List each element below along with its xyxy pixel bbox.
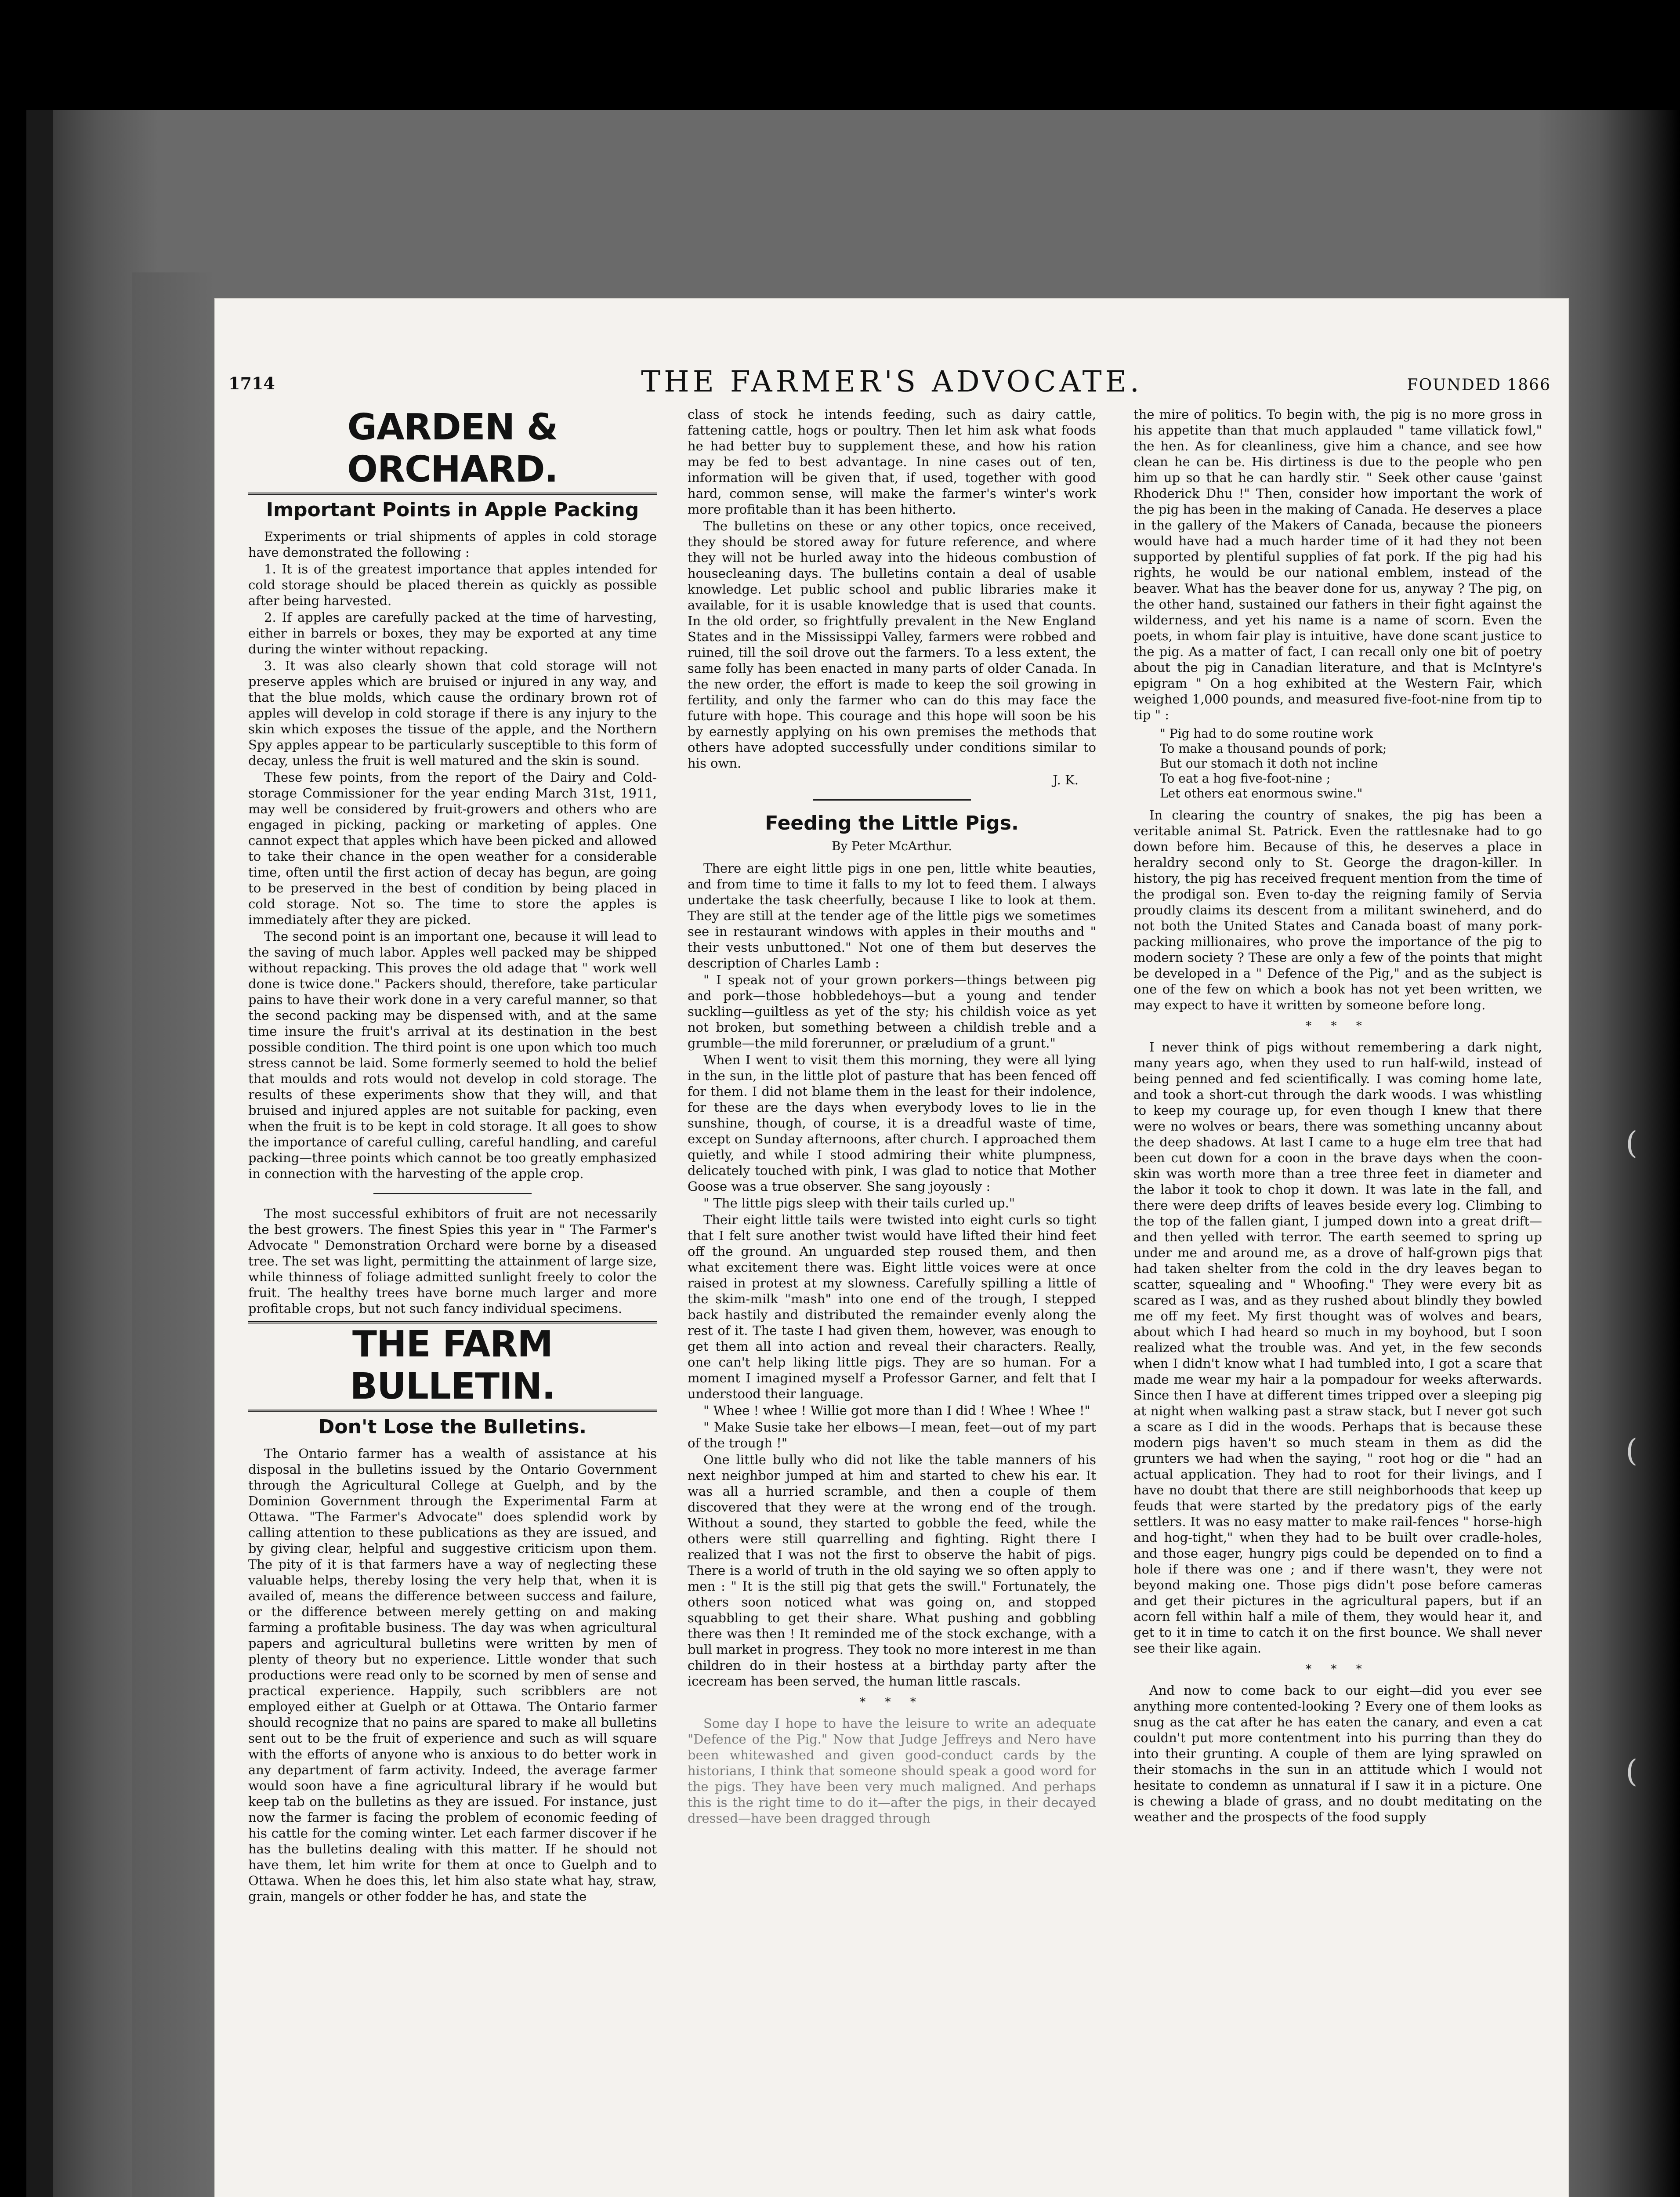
column-3 bbox=[1133, 406, 1542, 2197]
verse-line: To make a thousand pounds of pork; bbox=[1160, 741, 1387, 756]
paragraph: I never think of pigs without remembering a dark night, many years ago, when they used to run half-wild, instead of being penned and fed scientifically. I was coming home late, and took a short-cut through the dark woods. I was whistling to keep my courage up, for even though I knew that there were no wolves or bears, there was something uncanny about the deep shadows. At last I came to a huge elm tree that had been cut down for a coon in the brave days when the coon-skin was worth more than a tree three feet in diameter and the labor it took to chop it down. It was late in the fall, and there were deep drifts of leaves beside every log. Climbing to the top of the fallen giant, I jumped down into a great drift—and then yelled with terror. The earth seemed to spring up under me and around me, as a drove of half-grown pigs that had taken shelter from the cold in the dry leaves began to scatter, squealing and " Whoofing." They were every bit as scared as I was, and as they rushed about blindly they bowled me off my feet. My first thought was of wolves and bears, about which I had heard so much in my boyhood, but I soon realized what the trouble was. And yet, in the few seconds when I didn't know what I had tumbled into, I got a scare that made me wear my hair a la pompadour for weeks afterwards. Since then I have at different times tripped over a sleeping pig at night when walking past a straw stack, but I never got such a scare as I did in the woods. Perhaps that is because these modern pigs haven't so much steam in them as did the grunters we had when the saying, " root hog or die " had an actual application. They had to root for their livings, and I have no doubt that there are still neighborhoods that keep up feuds that were started by the predatory pigs of the early settlers. It was no easy matter to make rail-fences " horse-high and hog-tight," when they had to be built over cradle-holes, and those eager, hungry pigs could be depended on to find a hole if there was one ; and if there wasn't, they were not beyond making one. Those pigs didn't pose before cameras and get their pictures in the agricultural papers, but if an acorn fell within half a mile of them, they would hear it, and get to it in time to catch it on the first bounce. We shall never see their like again. bbox=[1133, 1040, 1542, 1656]
paragraph: 1. It is of the greatest importance that apples intended for cold storage should be placed therein as quickly as possible after being harvested. bbox=[248, 562, 657, 608]
paragraph: the mire of politics. To begin with, the pig is no more gross in his appetite than that much applauded " tame villatick fowl," the hen. As for cleanliness, give him a chance, and see how clean he can be. His dirtiness is due to the people who pen him up so that he can hardly stir. " Seek other cause 'gainst Rhoderick Dhu !" Then, consider how important the work of the pig has been in the making of Canada. He deserves a place in the gallery of the Makers of Canada, because the pioneers would have had a much harder time of it had they not been supported by plentiful supplies of fat pork. If the pig had his rights, he would be our national emblem, instead of the beaver. What has the beaver done for us, anyway ? The pig, on the other hand, sustained our fathers in their fight against the wilderness, and yet his name is a name of scorn. Even the poets, in whom fair play is intuitive, have done scant justice to the pig. As a matter of fact, I can recall only one bit of poetry about the pig in Canadian literature, and that is McIntyre's epigram " On a hog exhibited at the Western Fair, which weighed 1,000 pounds, and measured five-foot-nine from tip to tip " : bbox=[1133, 407, 1542, 722]
binding-mark: ( bbox=[1626, 1432, 1638, 1468]
article-title-bulletins: Don't Lose the Bulletins. bbox=[318, 1416, 587, 1438]
section-stars: * * * bbox=[1306, 1019, 1370, 1033]
verse-line: But our stomach it doth not incline bbox=[1160, 756, 1378, 771]
verse-line: " Pig had to do some routine work bbox=[1160, 726, 1373, 741]
byline: By Peter McArthur. bbox=[831, 839, 952, 853]
verse-line: To eat a hog five-foot-nine ; bbox=[1160, 771, 1331, 786]
paragraph: The Ontario farmer has a wealth of assistance at his disposal in the bulletins issued by the Ontario Government through the Agricultural College at Guelph, and by the Dominion Government through the Experimental Farm at Ottawa. "The Farmer's Advocate" does splendid work by calling attention to these publications as they are issued, and by giving clear, helpful and suggestive criticism upon them. The pity of it is that farmers have a way of neglecting these valuable helps, thereby losing the very help that, when it is availed of, means the difference between success and failure, or the difference between merely getting on and making farming a profitable business. The day was when agricultural papers and agricultural bulletins were written by men of plenty of theory but no experience. Little wonder that such productions were read only to be scorned by men of sense and practical experience. Happily, such scribblers are not employed either at Guelph or at Ottawa. The Ontario farmer should recognize that no pains are spared to make all bulletins sent out to be the fruit of experience and such as will square with the efforts of anyone who is anxious to do better work in any department of farm activity. Indeed, the average farmer would soon have a fine agricultural library if he would but keep tab on the bulletins as they are issued. For instance, just now the farmer is facing the problem of economic feeding of his cattle for the coming winter. Let each farmer discover if he has the bulletins dealing with this matter. If he should not have them, let him write for them at once to Guelph and to Ottawa. When he does this, let him also state what hay, straw, grain, mangels or other fodder he has, and state the bbox=[248, 1446, 657, 1904]
paragraph: There are eight little pigs in one pen, little white beauties, and from time to time it falls to my lot to feed them. I always undertake the task cheerfully, because I like to look at them. They are still at the tender age of the little pigs we sometimes see in restaurant windows with apples in their mouths and " their vests unbuttoned." Not one of them but deserves the description of Charles Lamb : bbox=[688, 861, 1096, 971]
paragraph: 2. If apples are carefully packed at the time of harvesting, either in barrels or boxes, they may be exported at any time during the winter without repacking. bbox=[248, 610, 657, 656]
paragraph: The bulletins on these or any other topics, once received, they should be stored away for future reference, and where they will not be hurled away into the hideous combustion of housecleaning days. The bulletins contain a deal of usable knowledge. Let public school and public libraries make it available, for it is usable knowledge that is used that counts. In the old order, so frightfully prevalent in the New England States and in the Mississippi Valley, farmers were robbed and ruined, till the soil drove out the farmers. To a less extent, the same folly has been enacted in many parts of older Canada. In the new order, the effort is made to keep the soil growing in fertility, and only the farmer who can do this may face the future with hope. This courage and this hope will soon be his by earnestly applying on his own premises the methods that others have adopted successfully under conditions similar to his own. bbox=[688, 518, 1096, 771]
column-2 bbox=[688, 406, 1096, 2197]
section-stars: * * * bbox=[860, 1696, 924, 1709]
paragraph: When I went to visit them this morning, they were all lying in the sun, in the little plot of pasture that has been fenced off for them. I did not blame them in the least for their indolence, for these are the days when everybody loves to lie in the sunshine, though, of course, it is a dreadful waste of time, except on Sunday afternoons, after church. I approached them quietly, and while I stood admiring their white plumpness, delicately touched with pink, I was glad to notice that Mother Goose was a true observer. She sang joyously : bbox=[688, 1052, 1096, 1194]
paragraph: " Make Susie take her elbows—I mean, feet—out of my part of the trough !" bbox=[688, 1420, 1096, 1450]
paragraph: class of stock he intends feeding, such as dairy cattle, fattening cattle, hogs or poultry. Then let him ask what foods he had better buy to supplement these, and how his ration may be fed to best advantage. In nine cases out of ten, information will be given that, if used, together with good hard, common sense, will make the farmer's winter's work more profitable than it has been hitherto. bbox=[688, 407, 1096, 517]
section-rule bbox=[373, 1193, 532, 1194]
paragraph: These few points, from the report of the Dairy and Cold-storage Commissioner for the year ending March 31st, 1911, may well be considered by fruit-growers and others who are engaged in picking, packing or marketing of apples. One cannot expect that apples which have been picked and allowed to take their chance in the open weather for a considerable time, often until the first action of decay has begun, are going to be preserved in the best of condition by being placed in cold storage. Not so. The time to store the apples is immediately after they are picked. bbox=[248, 770, 657, 927]
newspaper-page bbox=[215, 299, 1568, 2197]
author-initials: J. K. bbox=[1053, 772, 1079, 787]
founded-year: FOUNDED 1866 bbox=[1407, 376, 1551, 394]
binding-mark: ( bbox=[1626, 1125, 1638, 1161]
page-rim-left bbox=[132, 272, 215, 2197]
article-title-little-pigs: Feeding the Little Pigs. bbox=[765, 812, 1019, 834]
paragraph: 3. It was also clearly shown that cold storage will not preserve apples which are bruised or injured in any way, and that the blue molds, which cause the ordinary brown rot of apples will develop in cold storage if there is any injury to the skin which exposes the tissue of the apple, and the Northern Spy apples appear to be particularly susceptible to this form of decay, unless the fruit is well matured and the skin is sound. bbox=[248, 658, 657, 768]
paragraph: One little bully who did not like the table manners of his next neighbor jumped at him and started to chew his ear. It was all a hurried scramble, and then a couple of them discovered that they were at the wrong end of the trough. Without a sound, they started to gobble the feed, while the others were still quarrelling and fighting. Right there I realized that I was not the first to observe the habit of pigs. There is a world of truth in the old saying we so often apply to men : " It is the still pig that gets the swill." Fortunately, the others soon noticed what was going on, and stopped squabbling to get their share. What pushing and gobbling there was then ! It reminded me of the stock exchange, with a bull market in progress. They took no more interest in me than children do in their hostess at a birthday party after the icecream has been served, the human little rascals. bbox=[688, 1452, 1096, 1689]
paragraph: In clearing the country of snakes, the pig has been a veritable animal St. Patrick. Even the rattlesnake had to go down before him. Because of this, he deserves a place in heraldry second only to St. George the dragon-killer. In history, the pig has received frequent mention from the time of the prodigal son. Even to-day the reigning family of Servia proudly claims its descent from a militant swineherd, and do not both the United States and Canada boast of many pork-packing millionaires, who prove the importance of the pig to modern society ? These are only a few of the points that might be developed in a " Defence of the Pig," and as the subject is one of the few on which a book has not yet been written, we may expect to have it written by someone before long. bbox=[1133, 808, 1542, 1012]
paragraph: Their eight little tails were twisted into eight curls so tight that I felt sure another twist would have lifted their hind feet off the ground. An unguarded step roused them, and then what excitement there was. Eight little voices were at once raised in protest at my slowness. Carefully spilling a little of the skim-milk "mash" into one end of the trough, I stepped back hastily and distributed the remainder evenly along the rest of it. The taste I had given them, however, was enough to get them all into action and reveal their characters. Really, one can't help liking little pigs. They are so human. For a moment I imagined myself a Professor Garner, and felt that I understood their language. bbox=[688, 1212, 1096, 1401]
article-title-apple-packing: Important Points in Apple Packing bbox=[266, 499, 639, 521]
film-top-edge bbox=[0, 0, 1680, 110]
paragraph: Experiments or trial shipments of apples in cold storage have demonstrated the following : bbox=[248, 529, 657, 560]
column-1 bbox=[248, 406, 657, 2197]
paragraph: The most successful exhibitors of fruit are not necessarily the best growers. The finest Spies this year in " The Farmer's Advocate " Demonstration Orchard were borne by a diseased tree. The set was light, permitting the attainment of large size, while thinness of foliage admitted sunlight freely to color the fruit. The healthy trees have borne much larger and more profitable crops, but not such fancy individual specimens. bbox=[248, 1206, 657, 1316]
paragraph: And now to come back to our eight—did you ever see anything more contented-looking ? Every one of them looks as snug as the cat after he has eaten the canary, and even a cat couldn't put more contentment into his purring than they do into their grunting. A couple of them are lying sprawled on their stomachs in the sun in an attitude which I would not hesitate to condemn as unnatural if I saw it in a picture. One is chewing a blade of grass, and no doubt meditating on the weather and the prospects of the food supply bbox=[1133, 1683, 1542, 1824]
page-number: 1714 bbox=[228, 373, 275, 393]
masthead: THE FARMER'S ADVOCATE. bbox=[641, 365, 1143, 399]
binding-mark: ( bbox=[1626, 1753, 1638, 1789]
verse-line: Let others eat enormous swine." bbox=[1160, 786, 1363, 801]
department-heading-bulletin: THE FARM BULLETIN. bbox=[248, 1321, 657, 1412]
section-rule bbox=[813, 799, 971, 801]
paragraph: " I speak not of your grown porkers—things between pig and pork—those hobbledehoys—but a young and tender suckling—guiltless as yet of the sty; his childish voice as yet not broken, but something between a childish treble and a grumble—the mild forerunner, or præludium of a grunt." bbox=[688, 972, 1096, 1051]
paragraph: " Whee ! whee ! Willie got more than I did ! Whee ! Whee !" bbox=[703, 1403, 1090, 1418]
page-header bbox=[215, 360, 1568, 400]
verse bbox=[1160, 726, 1542, 801]
section-stars: * * * bbox=[1306, 1663, 1370, 1676]
paragraph: The second point is an important one, because it will lead to the saving of much labor. Apples well packed may be shipped without repacking. This proves the old adage that " work well done is twice done." Packers should, therefore, take particular pains to have their work done in a very careful manner, so that the second packing may be dispensed with, and at the same time insure the fruit's arrival at its destination in the best possible condition. The third point is one upon which too much stress cannot be laid. Some formerly seemed to hold the belief that moulds and rots would not develop in cold storage. The results of these experiments show that they will, and that bruised and injured apples are not suitable for packing, even when the fruit is to be kept in cold storage. It all goes to show the importance of careful culling, careful handling, and careful packing—three points which cannot be too greatly emphasized in connection with the harvesting of the apple crop. bbox=[248, 929, 657, 1181]
paragraph: " The little pigs sleep with their tails curled up." bbox=[703, 1196, 1015, 1211]
department-heading-garden: GARDEN & ORCHARD. bbox=[248, 406, 657, 495]
paragraph: Some day I hope to have the leisure to write an adequate "Defence of the Pig." Now that Judge Jeffreys and Nero have been whitewashed and given good-conduct cards by the historians, I think that someone should speak a good word for the pigs. They have been very much maligned. And perhaps this is the right time to do it—after the pigs, in their decayed dressed—have been dragged through bbox=[688, 1716, 1096, 1826]
